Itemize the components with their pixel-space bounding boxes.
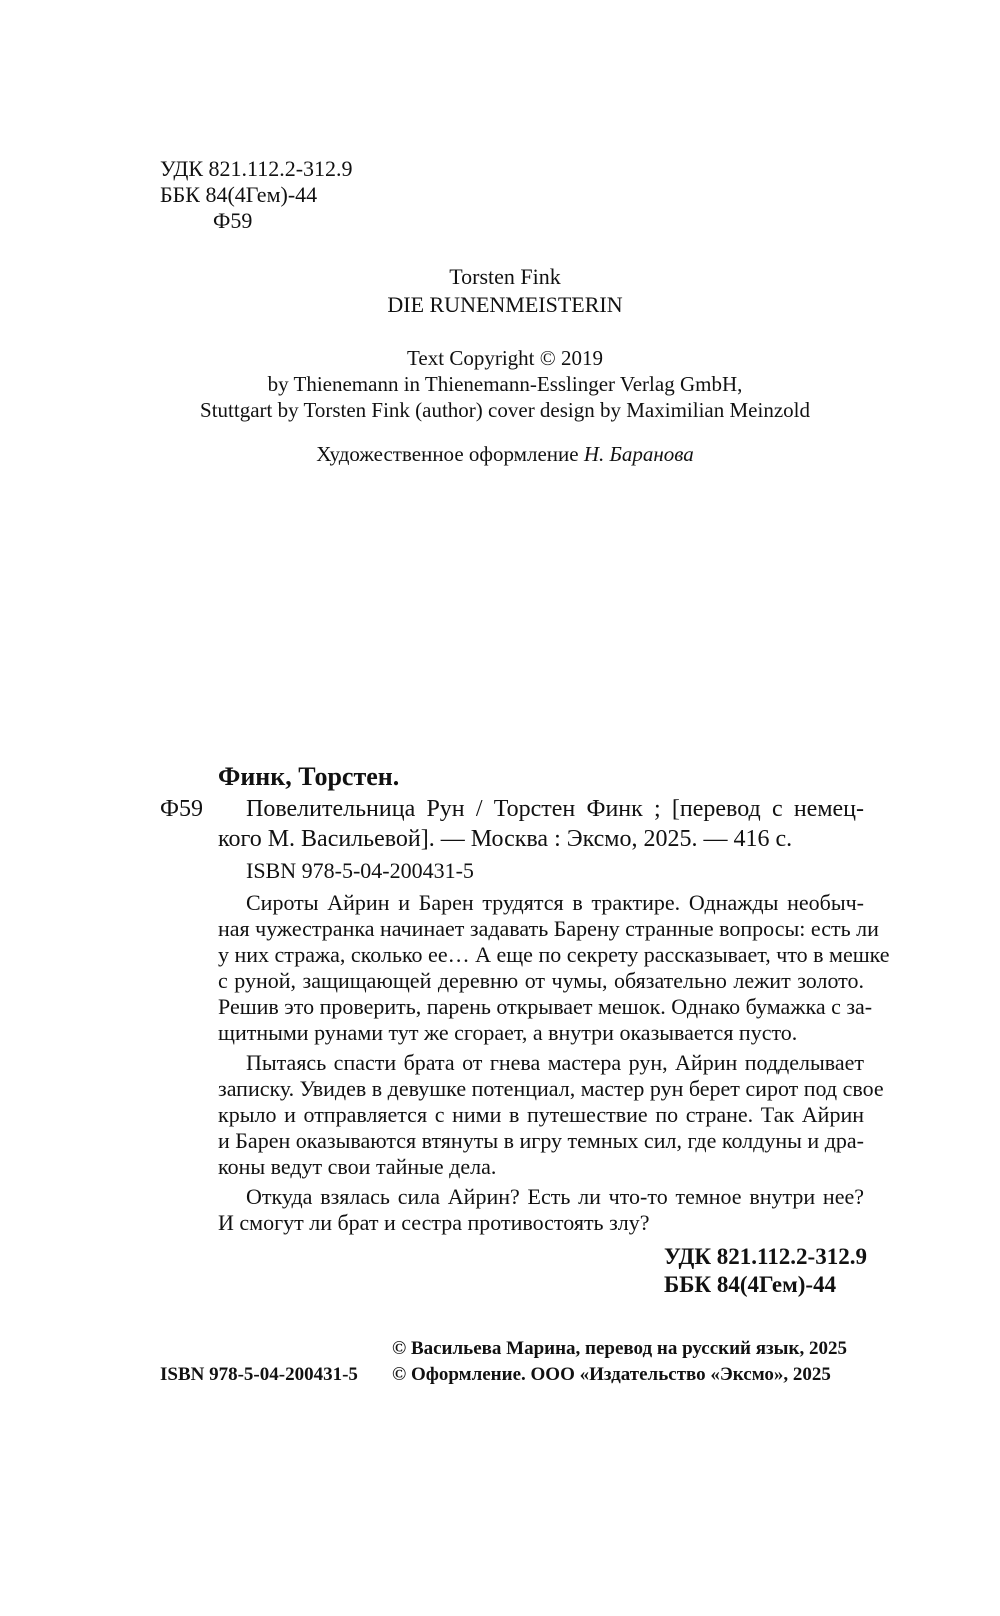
annotation-line: щитными рунами тут же сгорает, а внутри оказывается пусто.: [218, 1020, 798, 1045]
udk-code: УДК 821.112.2-312.9: [160, 156, 353, 181]
bbk-code: ББК 84(4Гем)-44: [160, 182, 318, 207]
design-credit: [160, 442, 850, 467]
annotation-line: коны ведут свои тайные дела.: [218, 1154, 497, 1179]
catalog-desc-line-1: Повелительница Рун / Торстен Финк ; [перевод с немец-: [246, 796, 864, 822]
author-mark: Ф59: [213, 208, 253, 233]
catalog-author-heading: Финк, Торстен.: [218, 762, 400, 791]
annotation-line: Сироты Айрин и Барен трудятся в трактире. Однажды необыч-: [246, 890, 864, 915]
copyright-line-3: Stuttgart by Torsten Fink (author) cover design by Maximilian Meinzold: [200, 398, 810, 422]
annotation-line: Пытаясь спасти брата от гнева мастера рун, Айрин подделывает: [246, 1050, 864, 1075]
classification-bbk: ББК 84(4Гем)-44: [664, 1272, 837, 1297]
copyright-translation: © Васильева Марина, перевод на русский язык, 2025: [392, 1338, 847, 1359]
design-credit-label: Художественное оформление: [316, 442, 584, 466]
annotation-line: Откуда взялась сила Айрин? Есть ли что-то темное внутри нее?: [246, 1184, 864, 1209]
copyright-line-1: Text Copyright © 2019: [407, 346, 603, 370]
original-author: Torsten Fink: [449, 264, 561, 289]
designer-name: Н. Баранова: [583, 442, 694, 466]
copyright-design: © Оформление. ООО «Издательство «Эксмо», 2025: [392, 1364, 831, 1385]
annotation-line: Решив это проверить, парень открывает мешок. Однако бумажка с за-: [218, 994, 873, 1019]
catalog-isbn: ISBN 978-5-04-200431-5: [246, 858, 474, 883]
annotation-line: записку. Увидев в девушке потенциал, мастер рун берет сирот под свое: [218, 1076, 884, 1101]
annotation-line: ная чужестранка начинает задавать Барену странные вопросы: есть ли: [218, 916, 879, 941]
copyright-line-2: by Thienemann in Thienemann-Esslinger Verlag GmbH,: [267, 372, 743, 396]
annotation-line: крыло и отправляется с ними в путешествие по стране. Так Айрин: [218, 1102, 864, 1127]
annotation-line: И смогут ли брат и сестра противостоять злу?: [218, 1210, 650, 1235]
annotation-line: с руной, защищающей деревню от чумы, обязательно лежит золото.: [218, 968, 864, 993]
footer-isbn: ISBN 978-5-04-200431-5: [160, 1364, 358, 1385]
annotation-line: у них стража, сколько ее… А еще по секрету рассказывает, что в мешке: [218, 942, 890, 967]
catalog-author-mark: Ф59: [160, 796, 203, 822]
annotation-line: и Барен оказываются втянуты в игру темных сил, где колдуны и дра-: [218, 1128, 864, 1153]
classification-udk: УДК 821.112.2-312.9: [664, 1244, 867, 1269]
catalog-desc-line-2: кого М. Васильевой]. — Москва : Эксмо, 2025. — 416 с.: [218, 826, 793, 852]
original-title: DIE RUNENMEISTERIN: [387, 292, 623, 317]
